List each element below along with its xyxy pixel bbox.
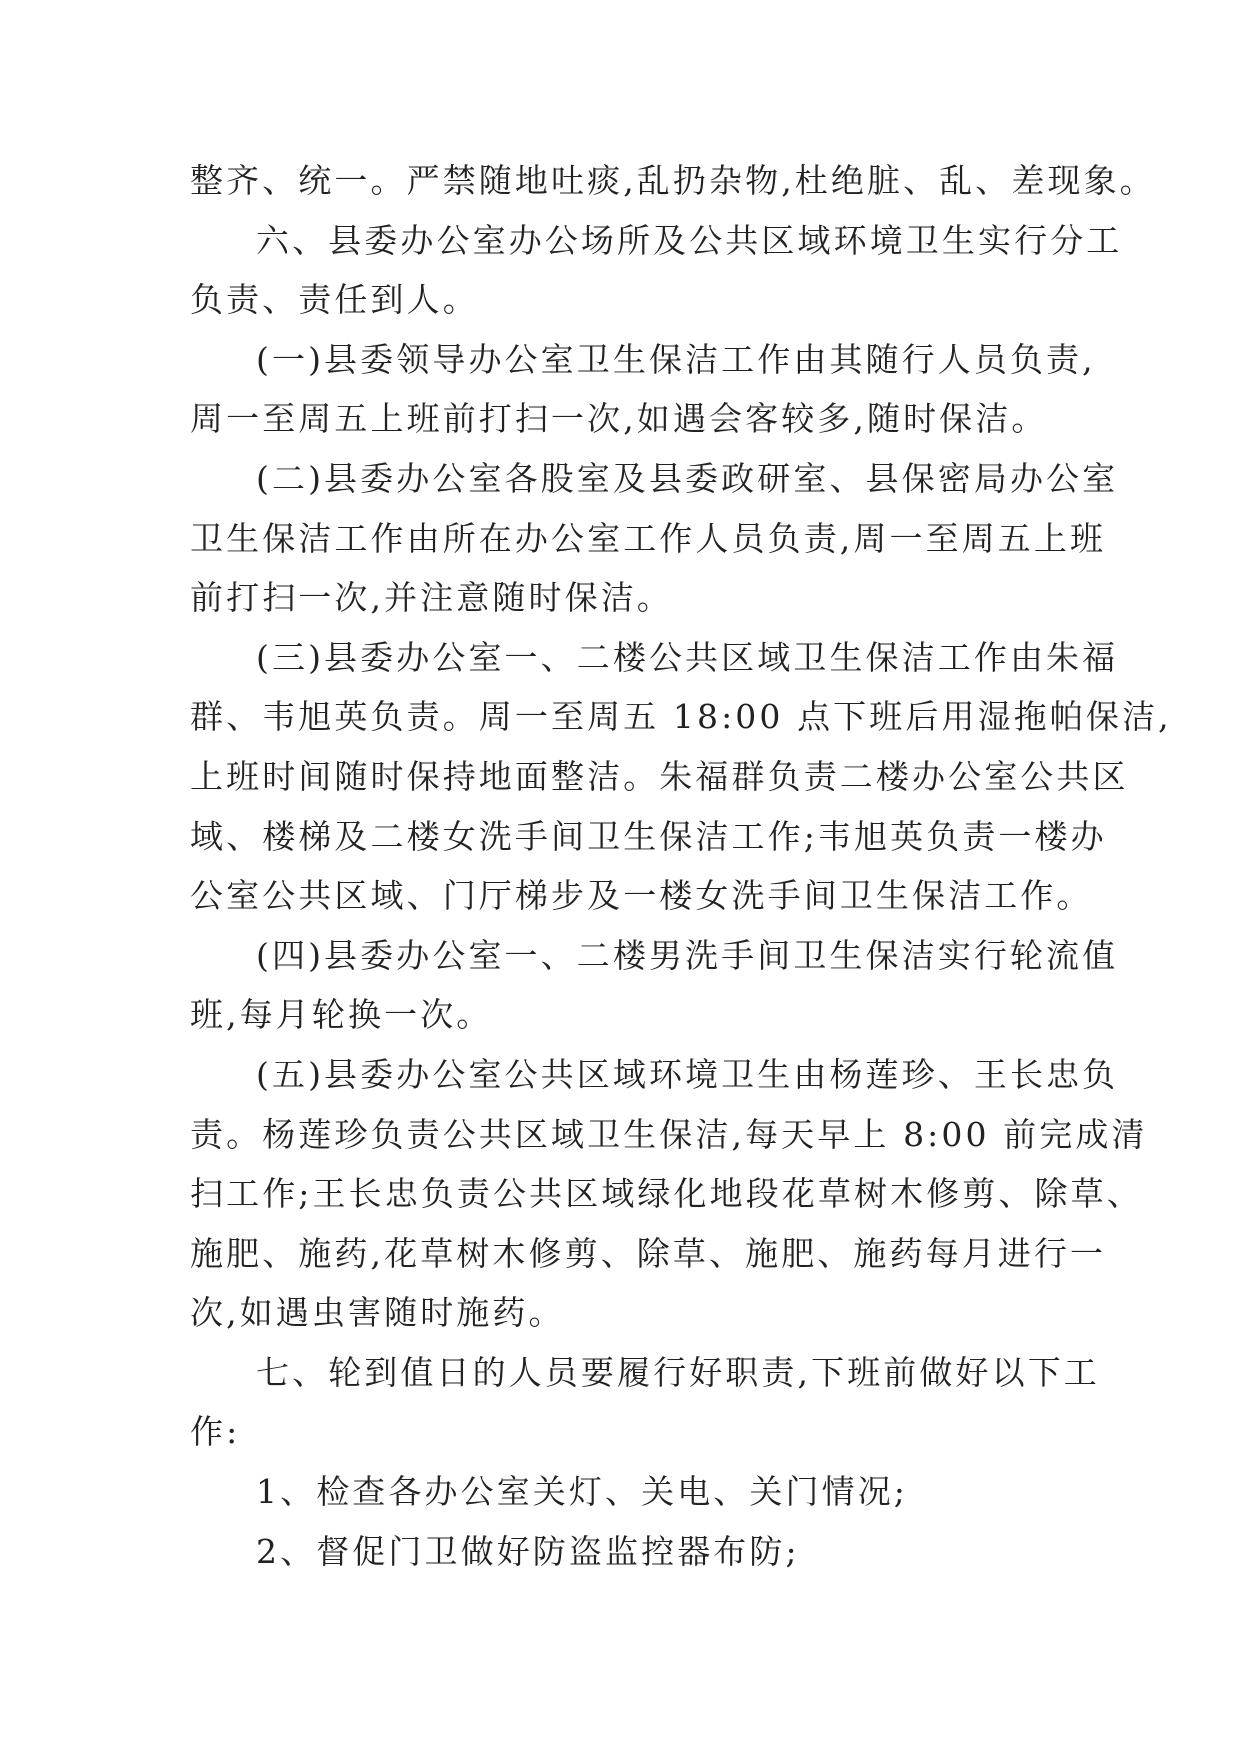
text-line: 扫工作;王长忠负责公共区域绿化地段花草树木修剪、除草、 (190, 1174, 1143, 1214)
text-line: (五)县委办公室公共区域环境卫生由杨莲珍、王长忠负 (256, 1054, 1119, 1094)
text-line: 前打扫一次,并注意随时保洁。 (190, 578, 673, 618)
text-line: 七、轮到值日的人员要履行好职责,下班前做好以下工 (256, 1352, 1100, 1392)
document-body (190, 151, 1172, 1581)
text-line: 域、楼梯及二楼女洗手间卫生保洁工作;韦旭英负责一楼办 (190, 816, 1107, 856)
text-line: 群、韦旭英负责。周一至周五 18:00 点下班后用湿拖帕保洁, (190, 697, 1172, 737)
list-item: 2、督促门卫做好防盗监控器布防; (256, 1531, 800, 1571)
text-line: (一)县委领导办公室卫生保洁工作由其随行人员负责, (256, 339, 1096, 379)
text-line: 上班时间随时保持地面整洁。朱福群负责二楼办公室公共区 (190, 756, 1129, 796)
text-line: 作: (190, 1412, 241, 1452)
text-line: 负责、责任到人。 (190, 280, 479, 320)
text-line: (四)县委办公室一、二楼男洗手间卫生保洁实行轮流值 (256, 935, 1119, 975)
text-line: 整齐、统一。严禁随地吐痰,乱扔杂物,杜绝脏、乱、差现象。 (190, 161, 1156, 200)
text-line: 次,如遇虫害随时施药。 (190, 1293, 565, 1333)
text-line: (二)县委办公室各股室及县委政研室、县保密局办公室 (256, 458, 1119, 498)
text-line: 公室公共区域、门厅梯步及一楼女洗手间卫生保洁工作。 (190, 876, 1093, 916)
text-line: 责。杨莲珍负责公共区域卫生保洁,每天早上 8:00 前完成清 (190, 1114, 1148, 1154)
text-line: 班,每月轮换一次。 (190, 995, 493, 1035)
text-line: 卫生保洁工作由所在办公室工作人员负责,周一至周五上班 (190, 518, 1107, 558)
text-line: 施肥、施药,花草树木修剪、除草、施肥、施药每月进行一 (190, 1233, 1107, 1273)
text-line: (三)县委办公室一、二楼公共区域卫生保洁工作由朱福 (256, 637, 1119, 677)
text-line: 周一至周五上班前打扫一次,如遇会客较多,随时保洁。 (190, 399, 1048, 439)
text-line: 六、县委办公室办公场所及公共区域环境卫生实行分工 (256, 220, 1123, 260)
list-item: 1、检查各办公室关灯、关电、关门情况; (256, 1472, 909, 1512)
